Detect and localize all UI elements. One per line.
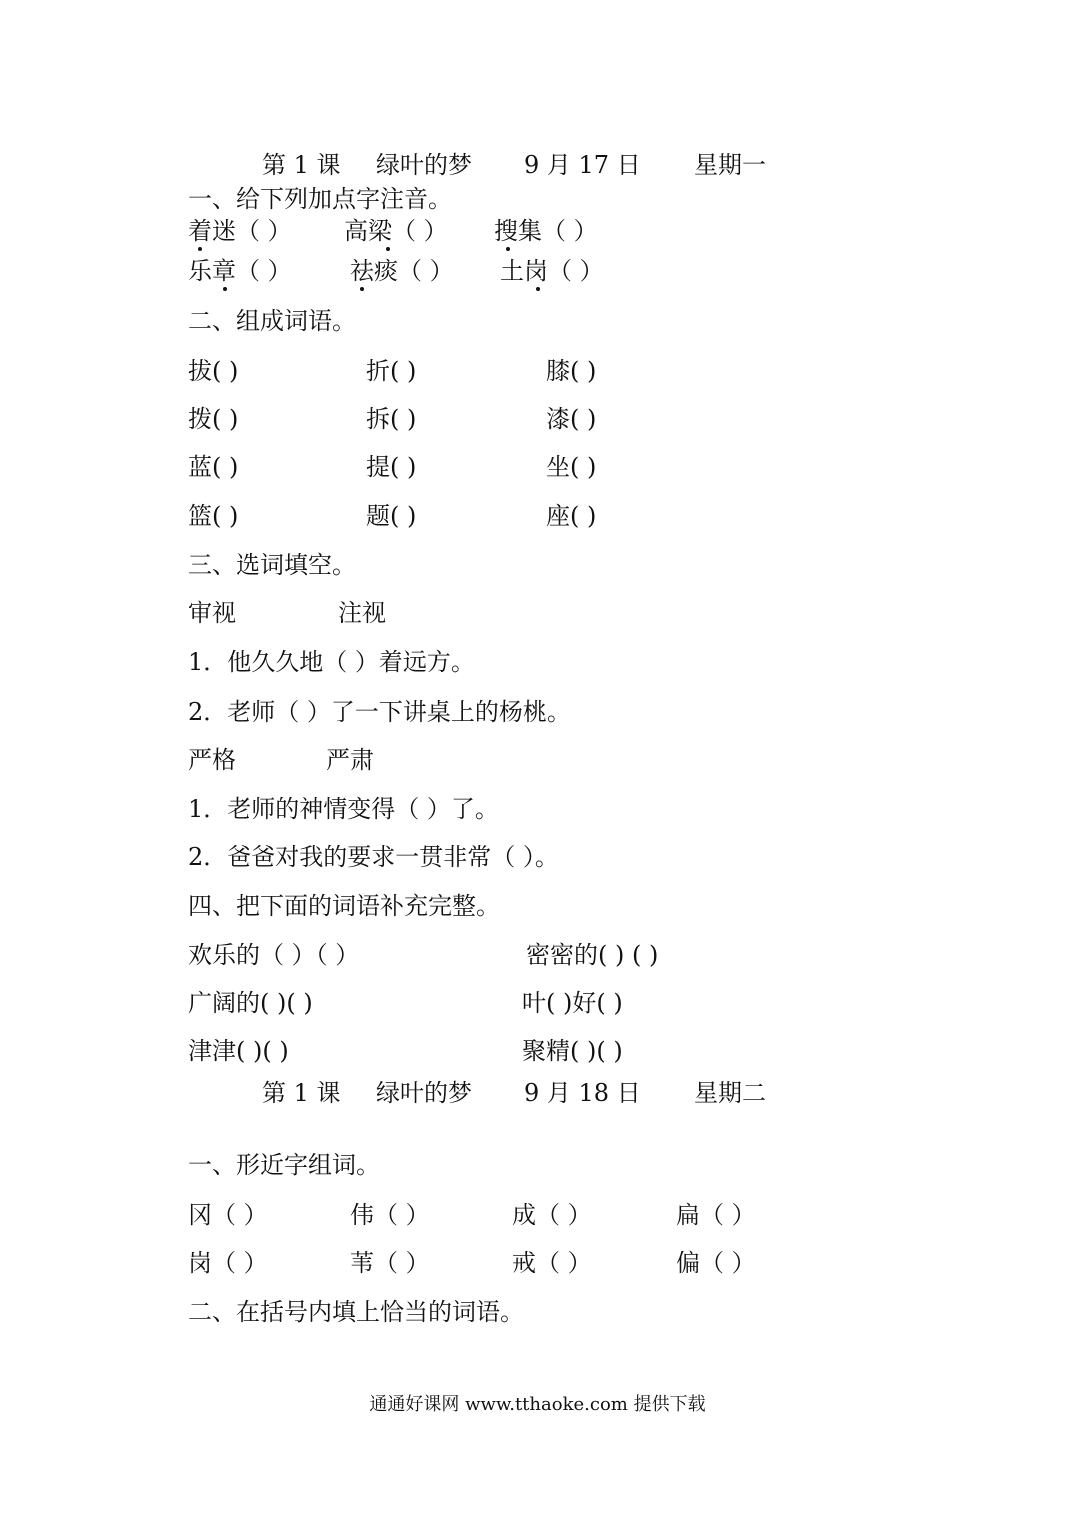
lesson1-title-weekday: 星期一 (694, 151, 766, 179)
complete-item: 广阔的( )( ) (188, 989, 313, 1017)
emphasis-dot-icon (506, 247, 510, 251)
similar-char-item: 偏（ ） (676, 1249, 756, 1277)
word-choice: 严格 (188, 746, 236, 774)
similar-char-item: 成（ ） (512, 1201, 592, 1229)
section-heading: 四、把下面的词语补充完整。 (188, 892, 500, 920)
lesson1-title-date: 9 月 17 日 (524, 151, 641, 179)
word-item: 提( ) (366, 453, 417, 481)
similar-char-item: 戒（ ） (512, 1249, 592, 1277)
complete-item: 聚精( )( ) (522, 1037, 623, 1065)
word-item: 坐( ) (546, 453, 597, 481)
complete-item: 津津( )( ) (188, 1037, 289, 1065)
fill-question: 1．老师的神情变得（ ）了。 (188, 795, 499, 823)
word-item: 折( ) (366, 357, 417, 385)
pinyin-item: 搜集（ ） (494, 217, 598, 245)
emphasis-dot-icon (360, 287, 364, 291)
section-heading: 二、组成词语。 (188, 307, 356, 335)
lesson2-title-lesson: 第 1 课 (262, 1079, 341, 1107)
emphasis-dot-icon (223, 287, 227, 291)
emphasis-dot-icon (198, 247, 202, 251)
word-item: 拆( ) (366, 405, 417, 433)
similar-char-item: 苇（ ） (350, 1249, 430, 1277)
word-item: 膝( ) (546, 357, 597, 385)
pinyin-item: 着迷（ ） (188, 217, 292, 245)
pinyin-item: 土岗（ ） (500, 257, 604, 285)
pinyin-item: 祛痰（ ） (350, 257, 454, 285)
complete-item: 密密的( ) ( ) (526, 941, 659, 969)
lesson1-title-name: 绿叶的梦 (376, 151, 472, 179)
section-heading: 三、选词填空。 (188, 551, 356, 579)
complete-item: 欢乐的（ ）（ ） (188, 941, 360, 969)
emphasis-dot-icon (536, 287, 540, 291)
similar-char-item: 扁（ ） (676, 1201, 756, 1229)
similar-char-item: 伟（ ） (350, 1201, 430, 1229)
word-item: 拔( ) (188, 357, 239, 385)
complete-item: 叶( )好( ) (522, 989, 623, 1017)
section-heading: 二、在括号内填上恰当的词语。 (188, 1298, 524, 1326)
fill-question: 1．他久久地（ ）着远方。 (188, 648, 475, 676)
word-item: 座( ) (546, 502, 597, 530)
word-choice: 注视 (338, 599, 386, 627)
fill-question: 2．爸爸对我的要求一贯非常（ ）。 (188, 843, 559, 871)
word-choice: 审视 (188, 599, 236, 627)
pinyin-item: 高梁（ ） (344, 217, 448, 245)
word-item: 蓝( ) (188, 453, 239, 481)
lesson1-title-lesson: 第 1 课 (262, 151, 341, 179)
fill-question: 2．老师（ ）了一下讲桌上的杨桃。 (188, 698, 571, 726)
word-item: 拨( ) (188, 405, 239, 433)
pinyin-item: 乐章（ ） (188, 257, 292, 285)
lesson2-title-weekday: 星期二 (694, 1079, 766, 1107)
lesson2-title-name: 绿叶的梦 (376, 1079, 472, 1107)
section-heading: 一、形近字组词。 (188, 1151, 380, 1179)
similar-char-item: 岗（ ） (188, 1249, 268, 1277)
word-item: 篮( ) (188, 502, 239, 530)
word-choice: 严肃 (326, 746, 374, 774)
word-item: 漆( ) (546, 405, 597, 433)
similar-char-item: 冈（ ） (188, 1201, 268, 1229)
emphasis-dot-icon (386, 247, 390, 251)
section-heading: 一、给下列加点字注音。 (188, 185, 452, 213)
footer-credit: 通通好课网 www.tthaoke.com 提供下载 (369, 1394, 706, 1415)
word-item: 题( ) (366, 502, 417, 530)
lesson2-title-date: 9 月 18 日 (524, 1079, 641, 1107)
